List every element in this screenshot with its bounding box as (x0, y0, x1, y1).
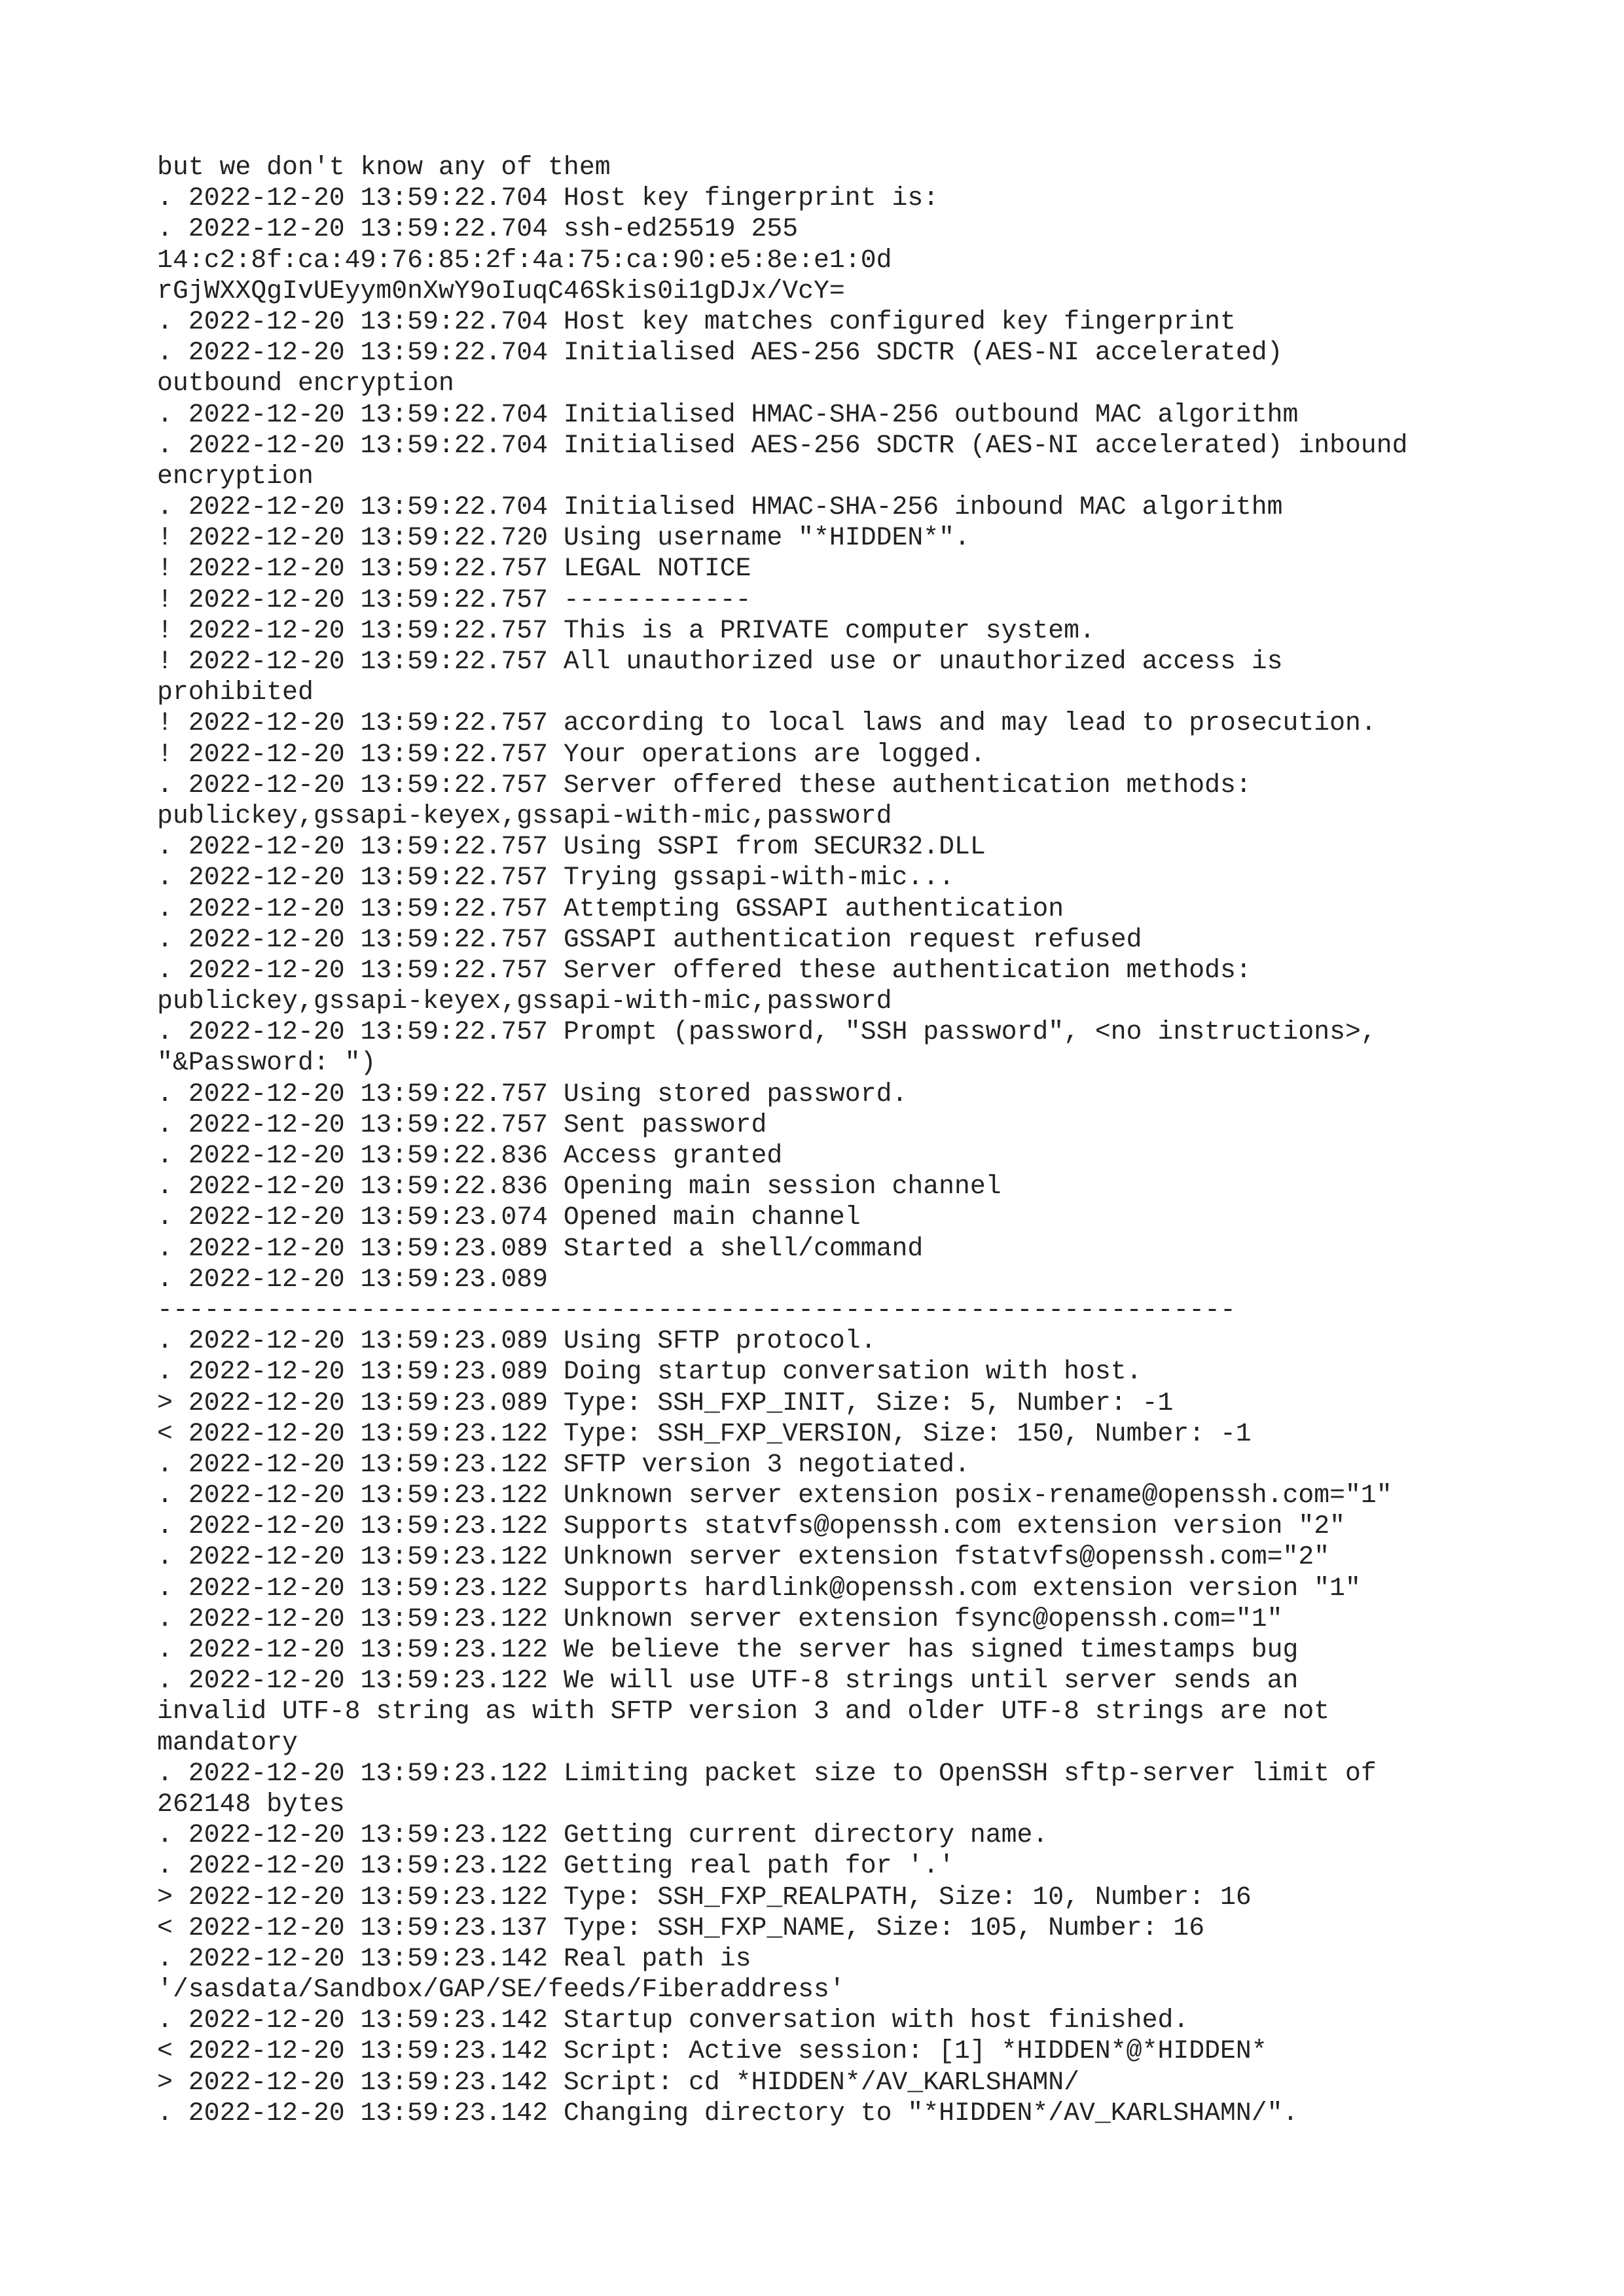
log-line: > 2022-12-20 13:59:23.142 Script: cd *HIDDEN*/AV_KARLSHAMN/ (157, 2067, 1080, 2097)
log-line: . 2022-12-20 13:59:23.122 Supports statvfs@openssh.com extension version "2" (157, 1511, 1346, 1541)
log-line: . 2022-12-20 13:59:23.122 We believe the server has signed timestamps bug (157, 1635, 1299, 1664)
log-line: ! 2022-12-20 13:59:22.757 All unauthorized use or unauthorized access is (157, 647, 1283, 676)
log-line: "&Password: ") (157, 1048, 376, 1078)
log-line: . 2022-12-20 13:59:22.757 Sent password (157, 1109, 767, 1139)
log-line: . 2022-12-20 13:59:23.122 Unknown server extension posix-rename@openssh.com="1" (157, 1480, 1392, 1511)
log-line: < 2022-12-20 13:59:23.142 Script: Active session: [1] *HIDDEN*@*HIDDEN* (157, 2036, 1267, 2066)
log-line: . 2022-12-20 13:59:22.704 Host key fingerprint is: (157, 183, 939, 213)
log-line: . 2022-12-20 13:59:22.757 Using stored password. (157, 1079, 908, 1109)
log-line: . 2022-12-20 13:59:23.122 Unknown server extension fsync@openssh.com="1" (157, 1604, 1283, 1634)
log-line: but we don't know any of them (157, 152, 611, 182)
log-body (157, 152, 1571, 2128)
log-line: . 2022-12-20 13:59:23.122 Getting current directory name. (157, 1820, 1049, 1850)
log-line: . 2022-12-20 13:59:23.089 Doing startup conversation with host. (157, 1357, 1142, 1387)
log-line: . 2022-12-20 13:59:23.122 Limiting packet size to OpenSSH sftp-server limit of (157, 1758, 1377, 1788)
log-line: . 2022-12-20 13:59:23.122 Unknown server extension fstatvfs@openssh.com="2" (157, 1542, 1330, 1572)
log-line: ! 2022-12-20 13:59:22.757 according to local laws and may lead to prosecution. (157, 708, 1377, 738)
log-line: . 2022-12-20 13:59:22.836 Access granted (157, 1141, 783, 1170)
log-line: --------------------------------------------------------------------- (157, 1295, 1236, 1325)
log-line: . 2022-12-20 13:59:23.074 Opened main channel (157, 1202, 861, 1232)
log-line: ! 2022-12-20 13:59:22.757 LEGAL NOTICE (157, 554, 751, 584)
log-line: encryption (157, 461, 314, 491)
log-line: ! 2022-12-20 13:59:22.757 ------------ (157, 584, 751, 615)
log-line: . 2022-12-20 13:59:22.704 Initialised HMAC-SHA-256 inbound MAC algorithm (157, 492, 1283, 522)
log-line: < 2022-12-20 13:59:23.137 Type: SSH_FXP_NAME, Size: 105, Number: 16 (157, 1912, 1205, 1943)
log-line: outbound encryption (157, 368, 454, 399)
log-line: > 2022-12-20 13:59:23.122 Type: SSH_FXP_REALPATH, Size: 10, Number: 16 (157, 1882, 1252, 1912)
log-line: . 2022-12-20 13:59:22.757 Attempting GSSAPI authentication (157, 893, 1064, 924)
log-line: mandatory (157, 1727, 298, 1757)
log-line: publickey,gssapi-keyex,gssapi-with-mic,password (157, 986, 892, 1016)
log-line: ! 2022-12-20 13:59:22.757 This is a PRIVATE computer system. (157, 615, 1095, 645)
log-line: . 2022-12-20 13:59:22.836 Opening main session channel (157, 1172, 1001, 1202)
log-line: . 2022-12-20 13:59:23.122 Supports hardlink@openssh.com extension version "1" (157, 1573, 1361, 1603)
log-line: . 2022-12-20 13:59:23.122 We will use UTF-8 strings until server sends an (157, 1666, 1299, 1696)
log-line: . 2022-12-20 13:59:22.757 Server offered these authentication methods: (157, 770, 1252, 800)
log-line: . 2022-12-20 13:59:23.122 SFTP version 3 negotiated. (157, 1449, 970, 1479)
log-line: . 2022-12-20 13:59:23.089 Started a shell/command (157, 1233, 924, 1263)
log-line: 14:c2:8f:ca:49:76:85:2f:4a:75:ca:90:e5:8e:e1:0d (157, 245, 892, 275)
log-line: . 2022-12-20 13:59:22.704 Initialised AES-256 SDCTR (AES-NI accelerated) (157, 338, 1283, 368)
log-line: invalid UTF-8 string as with SFTP version 3 and older UTF-8 strings are not (157, 1696, 1330, 1727)
log-line: . 2022-12-20 13:59:22.757 GSSAPI authentication request refused (157, 924, 1142, 954)
log-line: > 2022-12-20 13:59:23.089 Type: SSH_FXP_INIT, Size: 5, Number: -1 (157, 1388, 1174, 1418)
log-line: rGjWXXQgIvUEyym0nXwY9oIuqC46Skis0i1gDJx/VcY= (157, 276, 845, 306)
log-line: ! 2022-12-20 13:59:22.720 Using username "*HIDDEN*". (157, 523, 970, 553)
log-line: . 2022-12-20 13:59:22.757 Trying gssapi-with-mic... (157, 863, 954, 893)
log-line: . 2022-12-20 13:59:23.089 (157, 1264, 549, 1294)
log-line: . 2022-12-20 13:59:23.122 Getting real path for '.' (157, 1851, 954, 1881)
log-line: . 2022-12-20 13:59:23.089 Using SFTP protocol. (157, 1326, 876, 1356)
log-line: . 2022-12-20 13:59:22.757 Prompt (password, "SSH password", <no instructions>, (157, 1017, 1377, 1047)
log-line: . 2022-12-20 13:59:22.757 Using SSPI from SECUR32.DLL (157, 832, 986, 862)
log-line: prohibited (157, 677, 314, 708)
log-line: . 2022-12-20 13:59:23.142 Startup conversation with host finished. (157, 2005, 1189, 2036)
log-line: . 2022-12-20 13:59:22.704 Initialised AES-256 SDCTR (AES-NI accelerated) inbound (157, 430, 1408, 460)
log-page (157, 152, 1571, 2128)
log-line: . 2022-12-20 13:59:23.142 Real path is (157, 1943, 751, 1973)
log-line: . 2022-12-20 13:59:22.704 ssh-ed25519 255 (157, 214, 799, 244)
log-line: ! 2022-12-20 13:59:22.757 Your operations are logged. (157, 739, 986, 769)
log-line: . 2022-12-20 13:59:22.704 Host key matches configured key fingerprint (157, 306, 1236, 336)
log-line: publickey,gssapi-keyex,gssapi-with-mic,password (157, 800, 892, 831)
log-line: < 2022-12-20 13:59:23.122 Type: SSH_FXP_VERSION, Size: 150, Number: -1 (157, 1418, 1252, 1448)
log-line: . 2022-12-20 13:59:22.757 Server offered these authentication methods: (157, 955, 1252, 985)
log-line: 262148 bytes (157, 1789, 345, 1819)
log-line: '/sasdata/Sandbox/GAP/SE/feeds/Fiberaddress' (157, 1975, 845, 2005)
log-line: . 2022-12-20 13:59:23.142 Changing directory to "*HIDDEN*/AV_KARLSHAMN/". (157, 2098, 1299, 2128)
log-line: . 2022-12-20 13:59:22.704 Initialised HMAC-SHA-256 outbound MAC algorithm (157, 399, 1299, 429)
